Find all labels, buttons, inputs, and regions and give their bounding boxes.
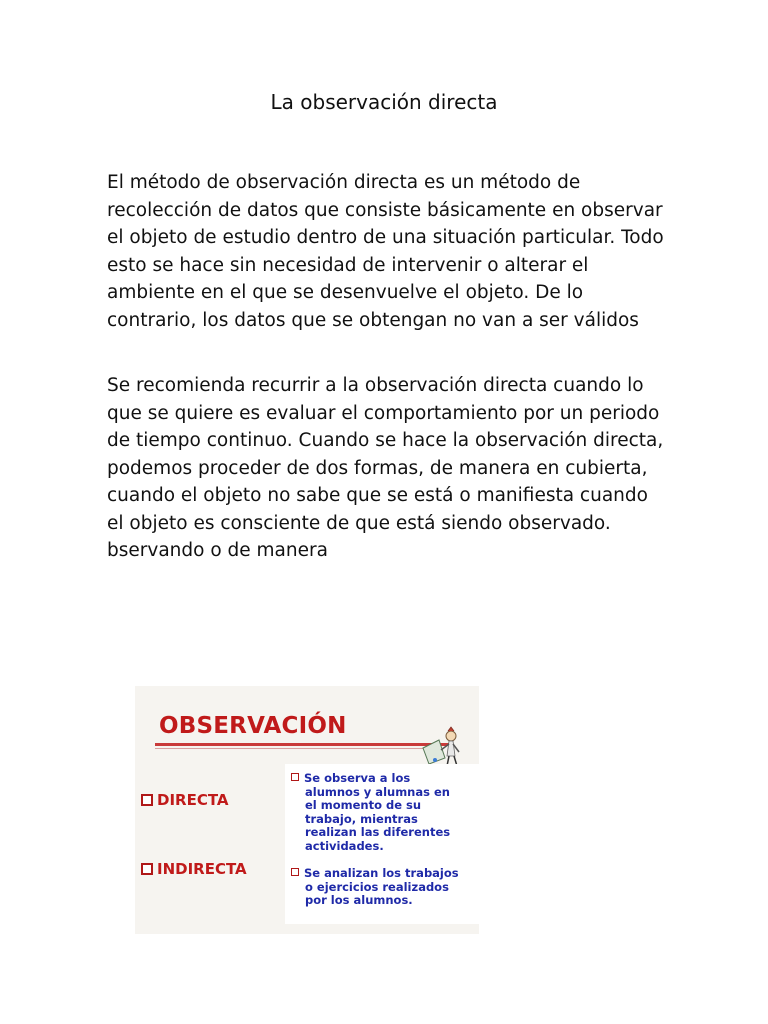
- description-line: trabajo, mientras: [305, 811, 418, 826]
- paragraph-1: El método de observación directa es un método de recolección de datos que consiste básicamente en observar el objeto de estudio dentro de una situación particular. Todo esto se hace sin necesidad de intervenir o alterar el ambiente en el que se desenvuelve el objeto. De lo contrario, los datos que se obtengan no van a ser válidos: [107, 172, 664, 331]
- description-line: alumnos y alumnas en: [305, 784, 450, 799]
- category-label: DIRECTA: [157, 791, 229, 809]
- description-indirecta: [291, 867, 477, 908]
- figure-heading: OBSERVACIÓN: [159, 713, 347, 739]
- description-line: o ejercicios realizados: [305, 879, 449, 894]
- observation-figure: [135, 686, 479, 934]
- category-label: INDIRECTA: [157, 860, 247, 878]
- document-title: La observación directa: [270, 90, 498, 114]
- heading-underline-thin: [155, 748, 435, 749]
- heading-underline: [155, 743, 451, 746]
- description-line: realizan las diferentes: [305, 825, 451, 839]
- description-line: Se observa a los: [304, 771, 411, 785]
- category-indirecta: [141, 860, 247, 878]
- description-directa: [291, 772, 477, 853]
- paragraph-2: Se recomienda recurrir a la observación directa cuando lo que se quiere es evaluar el comportamiento por un periodo de tiempo continuo. Cuando se hace la observación directa, podemos proceder de dos formas, de manera en cubierta, cuando el objeto no sabe que se está o manifiesta cuando el objeto es consciente de que está siendo observado. bservando o de manera: [107, 375, 664, 561]
- description-line: actividades.: [305, 838, 384, 853]
- checkbox-icon: [141, 794, 153, 806]
- checkbox-icon: [291, 773, 299, 781]
- checkbox-icon: [141, 863, 153, 875]
- checkbox-icon: [291, 868, 299, 876]
- category-directa: [141, 791, 229, 809]
- description-line: por los alumnos.: [305, 893, 413, 907]
- description-line: el momento de su: [305, 798, 422, 812]
- description-line: Se analizan los trabajos: [304, 866, 459, 880]
